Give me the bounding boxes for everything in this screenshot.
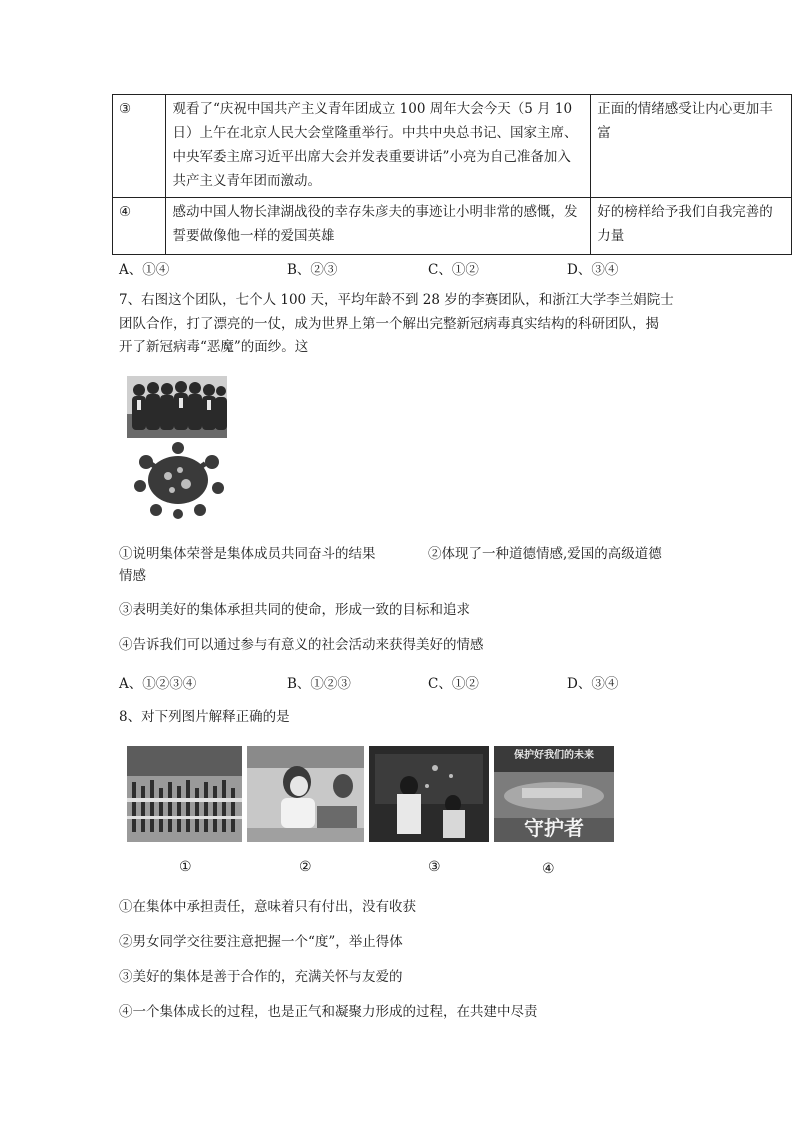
- row-content: 观看了“庆祝中国共产主义青年团成立 100 周年大会今天（5 月 10 日）上午在北京人民大会堂隆重举行。中共中央总书记、国家主席、中央军委主席习近平出席大会并发表重要讲话”小亮为自己准备加入共产主义青年团而激动。: [166, 95, 591, 198]
- row-number: ③: [113, 95, 166, 198]
- q8-stem: 8、对下列图片解释正确的是: [119, 709, 290, 725]
- photo-2-students: [247, 746, 364, 842]
- photo-4-top-text: 保护好我们的未来: [514, 750, 594, 761]
- q7-statement-1: ①说明集体荣誉是集体成员共同奋斗的结果: [119, 546, 376, 562]
- table-row: [113, 95, 792, 198]
- q6-option-b[interactable]: B、②③: [287, 262, 338, 278]
- q6-option-a[interactable]: A、①④: [119, 262, 170, 278]
- photo-4-bottom-text: 守护者: [524, 816, 584, 840]
- q7-option-c[interactable]: C、①②: [428, 676, 479, 692]
- row-explanation: 正面的情绪感受让内心更加丰富: [591, 95, 792, 198]
- q7-statement-3: ③表明美好的集体承担共同的使命，形成一致的目标和追求: [119, 602, 470, 618]
- q6-table: [112, 94, 792, 255]
- row-number: ④: [113, 198, 166, 255]
- q7-option-a[interactable]: A、①②③④: [119, 676, 197, 692]
- q7-stem-line-2: 团队合作，打了漂亮的一仗，成为世界上第一个解出完整新冠病毒真实结构的科研团队，揭: [119, 316, 659, 332]
- row-explanation: 好的榜样给予我们自我完善的力量: [591, 198, 792, 255]
- q8-statement-1: ①在集体中承担责任，意味着只有付出，没有收获: [119, 899, 416, 915]
- photo-3-classroom: [369, 746, 489, 842]
- q7-statement-4: ④告诉我们可以通过参与有意义的社会活动来获得美好的情感: [119, 637, 484, 653]
- q8-statement-2: ②男女同学交往要注意把握一个“度”，举止得体: [119, 934, 403, 950]
- table-row: [113, 198, 792, 255]
- q7-statement-2: ②体现了一种道德情感,爱国的高级道德: [428, 546, 662, 562]
- q6-option-c[interactable]: C、①②: [428, 262, 479, 278]
- q7-statement-2-cont: 情感: [119, 568, 146, 584]
- q8-statement-4: ④一个集体成长的过程，也是正气和凝聚力形成的过程，在共建中尽责: [119, 1004, 538, 1020]
- photo-caption-1: ①: [179, 859, 192, 875]
- q7-stem-line-3: 开了新冠病毒“恶魔”的面纱。这: [119, 339, 309, 355]
- q6-option-d[interactable]: D、③④: [567, 262, 619, 278]
- photo-caption-2: ②: [299, 859, 312, 875]
- team-photo: [127, 376, 227, 438]
- photo-caption-4: ④: [542, 861, 555, 877]
- row-content: 感动中国人物长津湖战役的幸存朱彦夫的事迹让小明非常的感慨，发誓要做像他一样的爱国英雄: [166, 198, 591, 255]
- q7-stem-line-1: 7、右图这个团队，七个人 100 天，平均年龄不到 28 岁的李赛团队，和浙江大学李兰娟院士: [119, 292, 674, 308]
- photo-caption-3: ③: [428, 859, 441, 875]
- q7-option-b[interactable]: B、①②③: [287, 676, 351, 692]
- q8-statement-3: ③美好的集体是善于合作的，充满关怀与友爱的: [119, 969, 403, 985]
- virus-structure-image: [126, 440, 230, 520]
- photo-4-poster: [494, 746, 614, 842]
- q7-option-d[interactable]: D、③④: [567, 676, 619, 692]
- photo-1-crowd: [127, 746, 242, 842]
